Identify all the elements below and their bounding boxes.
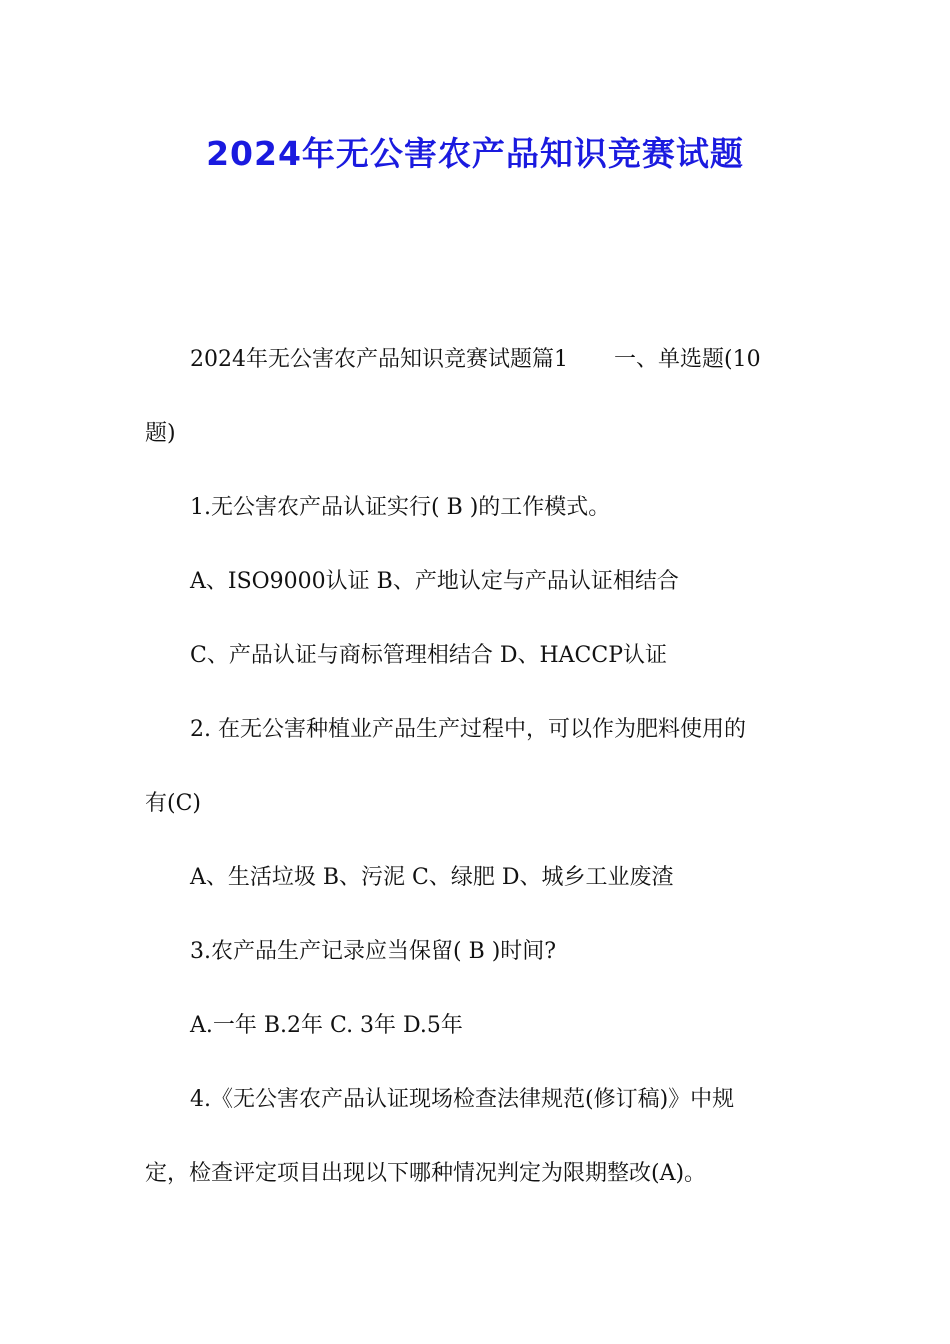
intro-line	[145, 323, 807, 397]
question-2-stem: 2. 在无公害种植业产品生产过程中，可以作为肥料使用的	[190, 717, 746, 742]
question-3-option-line: A.一年 B.2年 C. 3年 D.5年	[190, 1013, 463, 1038]
question-4-stem: 4.《无公害农产品认证现场检查法律规范(修订稿)》中规	[190, 1087, 735, 1112]
question-1-option-line: A、ISO9000认证 B、产地认定与产品认证相结合	[190, 569, 679, 594]
question-1-option-line: C、产品认证与商标管理相结合 D、HACCP认证	[190, 643, 668, 668]
intro-heading: 2024年无公害农产品知识竞赛试题篇1	[190, 347, 568, 372]
document-title: 2024年无公害农产品知识竞赛试题	[206, 134, 744, 173]
question-2-option-line: A、生活垃圾 B、污泥 C、绿肥 D、城乡工业废渣	[190, 865, 674, 890]
question-3-stem: 3.农产品生产记录应当保留( B )时间?	[190, 939, 557, 964]
question-1-stem: 1.无公害农产品认证实行( B )的工作模式。	[190, 495, 611, 520]
question-4-stem-continued: 定，检查评定项目出现以下哪种情况判定为限期整改(A)。	[145, 1161, 707, 1186]
question-2-stem-continued: 有(C)	[145, 791, 201, 816]
section-heading: 一、单选题(10	[614, 347, 761, 372]
intro-line-continued: 题)	[145, 421, 176, 446]
